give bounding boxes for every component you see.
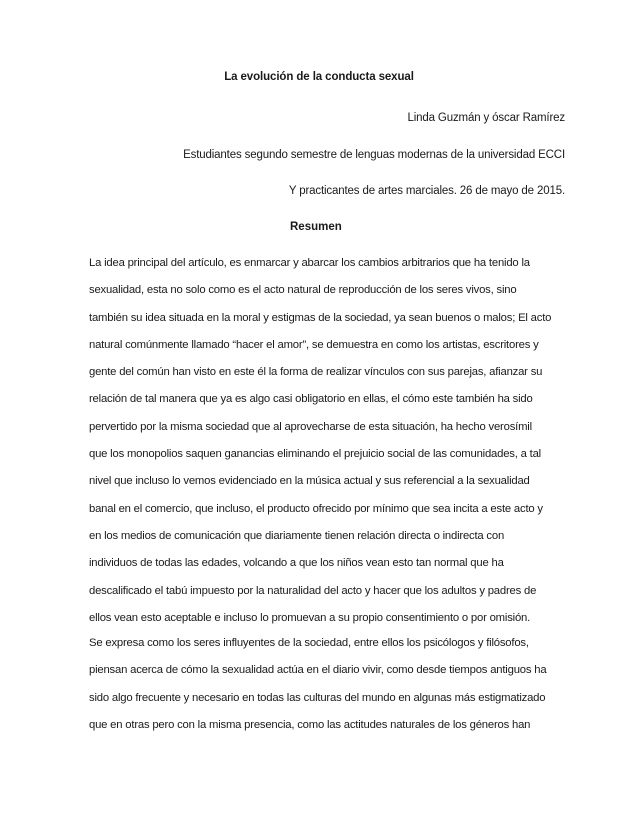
- paragraph-line: descalificado el tabú impuesto por la naturalidad del acto y hacer que los adultos y padres de: [89, 584, 537, 597]
- document-title: [0, 71, 638, 83]
- paragraph-line: Se expresa como los seres influyentes de la sociedad, entre ellos los psicólogos y filósofos,: [89, 637, 529, 649]
- affiliation-date-line: Y practicantes de artes marciales. 26 de mayo de 2015.: [288, 185, 565, 197]
- paragraph-line: también su idea situada en la moral y estigmas de la sociedad, ya sean buenos o malos; El acto: [89, 311, 552, 324]
- paragraph-line: nivel que incluso lo vemos evidenciado en la música actual y sus referencial a la sexualidad: [89, 475, 530, 488]
- abstract-paragraph-2: [89, 637, 569, 746]
- abstract-heading: Resumen: [290, 221, 342, 233]
- paragraph-line: que en otras pero con la misma presencia, como las actitudes naturales de los géneros han: [89, 718, 531, 731]
- paragraph-line: La idea principal del artículo, es enmarcar y abarcar los cambios arbitrarios que ha tenido la: [89, 257, 530, 269]
- paragraph-line: que los monopolios saquen ganancias eliminando el prejuicio social de las comunidades, a tal: [89, 448, 541, 461]
- paragraph-line: natural comúnmente llamado “hacer el amor”, se demuestra en como los artistas, escritores y: [89, 338, 539, 351]
- paragraph-line: pervertido por la misma sociedad que al aprovecharse de esta situación, ha hecho verosímil: [89, 420, 532, 433]
- paragraph-line: ellos vean esto aceptable e incluso lo promuevan a su propio consentimiento o por omisión.: [89, 611, 531, 624]
- title-text: La evolución de la conducta sexual: [224, 71, 414, 83]
- paragraph-line: gente del común han visto en este él la forma de realizar vínculos con sus parejas, afianzar su: [89, 366, 543, 379]
- authors-line: Linda Guzmán y óscar Ramírez: [407, 112, 565, 124]
- paragraph-line: individuos de todas las edades, volcando a que los niños vean esto tan normal que ha: [89, 557, 504, 570]
- paragraph-line: piensan acerca de cómo la sexualidad actúa en el diario vivir, como desde tiempos antiguos ha: [89, 664, 547, 677]
- paragraph-line: sexualidad, esta no solo como es el acto natural de reproducción de los seres vivos, sino: [89, 284, 517, 297]
- paragraph-line: en los medios de comunicación que diariamente tienen relación directa o indirecta con: [89, 529, 505, 542]
- paragraph-line: banal en el comercio, que incluso, el producto ofrecido por mínimo que sea incita a este acto y: [89, 502, 543, 515]
- abstract-paragraph-1: [89, 257, 569, 639]
- affiliation-line: Estudiantes segundo semestre de lenguas modernas de la universidad ECCI: [183, 149, 565, 161]
- paragraph-line: relación de tal manera que ya es algo casi obligatorio en ellas, el cómo este también ha sido: [89, 393, 533, 406]
- paragraph-line: sido algo frecuente y necesario en todas las culturas del mundo en algunas más estigmatizado: [89, 691, 546, 704]
